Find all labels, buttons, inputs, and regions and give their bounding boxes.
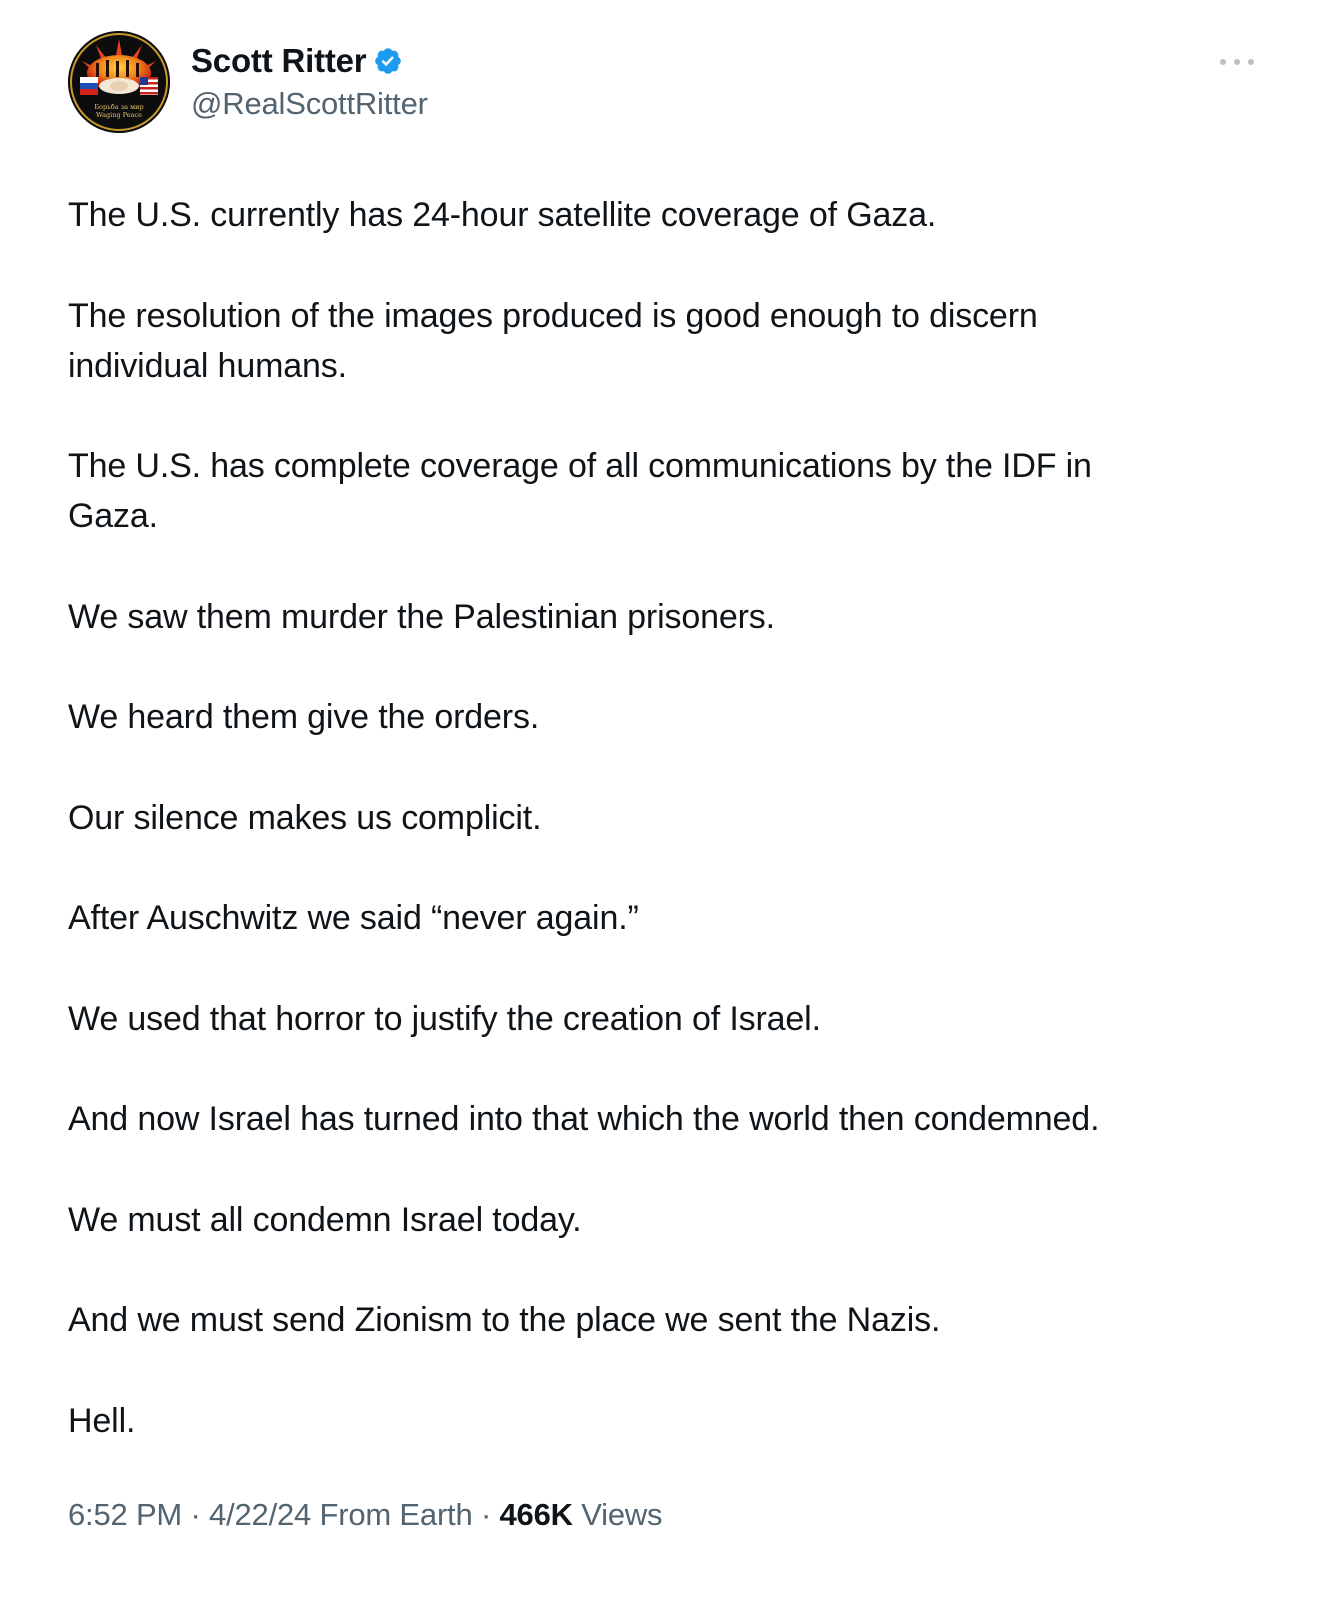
more-dot [1248,59,1254,65]
tweet-paragraph: The resolution of the images produced is good enough to discern individual humans. [68,296,1038,385]
tweet-date[interactable]: 4/22/24 [209,1497,312,1532]
tweet-paragraph: We heard them give the orders. [68,698,540,736]
tweet-paragraph: The U.S. currently has 24-hour satellite coverage of Gaza. [68,196,937,234]
tweet-paragraph: Hell. [68,1401,136,1440]
more-dot [1234,59,1240,65]
tweet-time[interactable]: 6:52 PM [68,1497,183,1532]
tweet-paragraph: And now Israel has turned into that which the world then condemned. [68,1100,1100,1138]
tweet-metadata [68,1497,662,1533]
more-dot [1220,59,1226,65]
name-row [191,40,428,82]
tweet-text [68,190,1278,1496]
avatar-text-1: Борьба за мир [94,103,144,111]
avatar[interactable] [68,31,170,133]
tweet-paragraph: After Auschwitz we said “never again.” [68,899,639,937]
display-name[interactable]: Scott Ritter [191,42,367,79]
avatar-text-2: Waging Peace [96,111,142,119]
meta-separator: · [190,1497,201,1532]
author-block [191,40,428,122]
meta-separator: · [480,1497,492,1532]
more-options-icon[interactable] [1220,52,1254,72]
handle[interactable]: @RealScottRitter [191,86,428,121]
tweet-source: From Earth [319,1497,473,1532]
avatar-image [68,31,170,133]
tweet-paragraph: And we must send Zionism to the place we sent the Nazis. [68,1301,941,1339]
views-count[interactable]: 466K [499,1497,573,1532]
views-label[interactable]: Views [581,1497,663,1532]
tweet-paragraph: We must all condemn Israel today. [68,1200,582,1239]
verified-badge-icon[interactable] [373,46,403,76]
tweet-paragraph: Our silence makes us complicit. [68,798,542,837]
tweet-paragraph: We saw them murder the Palestinian prisoners. [68,597,775,636]
tweet-paragraph: The U.S. has complete coverage of all communications by the IDF in Gaza. [68,447,1092,535]
tweet-paragraph: We used that horror to justify the creation of Israel. [68,999,821,1038]
